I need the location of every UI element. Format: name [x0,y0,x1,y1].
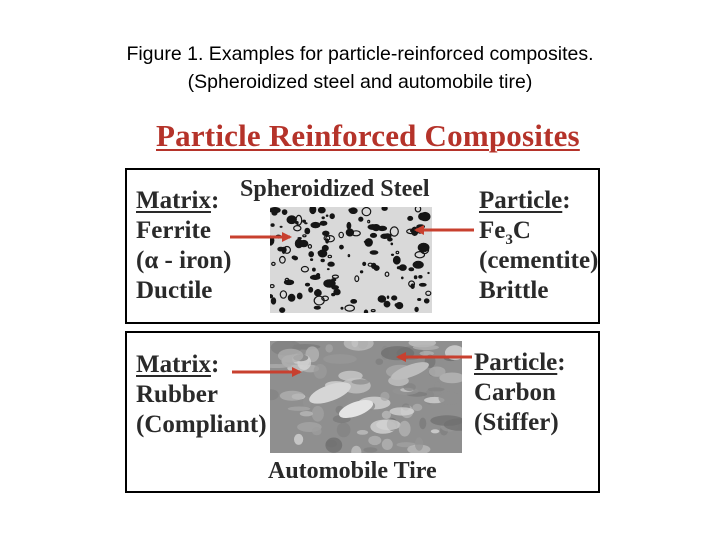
caption-line-1: Figure 1. Examples for particle-reinforced composites. [126,43,594,65]
steel-title: Spheroidized Steel [240,176,430,202]
tire-micrograph-image [270,341,462,453]
tire-matrix-line-1: Rubber [136,381,218,408]
steel-particle-label: Particle [479,187,563,214]
steel-particle-formula: $Fe_3C$ [479,217,531,248]
steel-particle-line-3: Brittle [479,277,549,304]
tire-particle-line-2: (Stiffer) [474,409,559,436]
steel-matrix-line-2: (α - iron) [136,247,232,274]
steel-matrix-text: Matrix: Ferrite (α - iron) Ductile [136,187,232,304]
diagram-heading: Particle Reinforced Composites [156,118,580,153]
steel-micrograph-image [270,207,432,313]
tire-matrix-label: Matrix [136,351,211,378]
steel-particle-line-2: (cementite) [479,247,599,274]
tire-particle-label: Particle [474,349,558,376]
tire-matrix-text: Matrix: Rubber (Compliant) [136,351,267,438]
caption-line-2: (Spheroidized steel and automobile tire) [187,71,533,93]
tire-particle-text: Particle: Carbon (Stiffer) [474,349,566,436]
figure-caption [0,40,720,96]
steel-particle-text: Particle: $Fe_3C$ (cementite) Brittle [479,187,599,304]
steel-matrix-line-1: Ferrite [136,217,211,244]
steel-matrix-label: Matrix [136,187,211,214]
tire-particle-line-1: Carbon [474,379,556,406]
steel-matrix-line-3: Ductile [136,277,213,304]
tire-title: Automobile Tire [268,458,437,484]
tire-matrix-line-2: (Compliant) [136,411,267,438]
